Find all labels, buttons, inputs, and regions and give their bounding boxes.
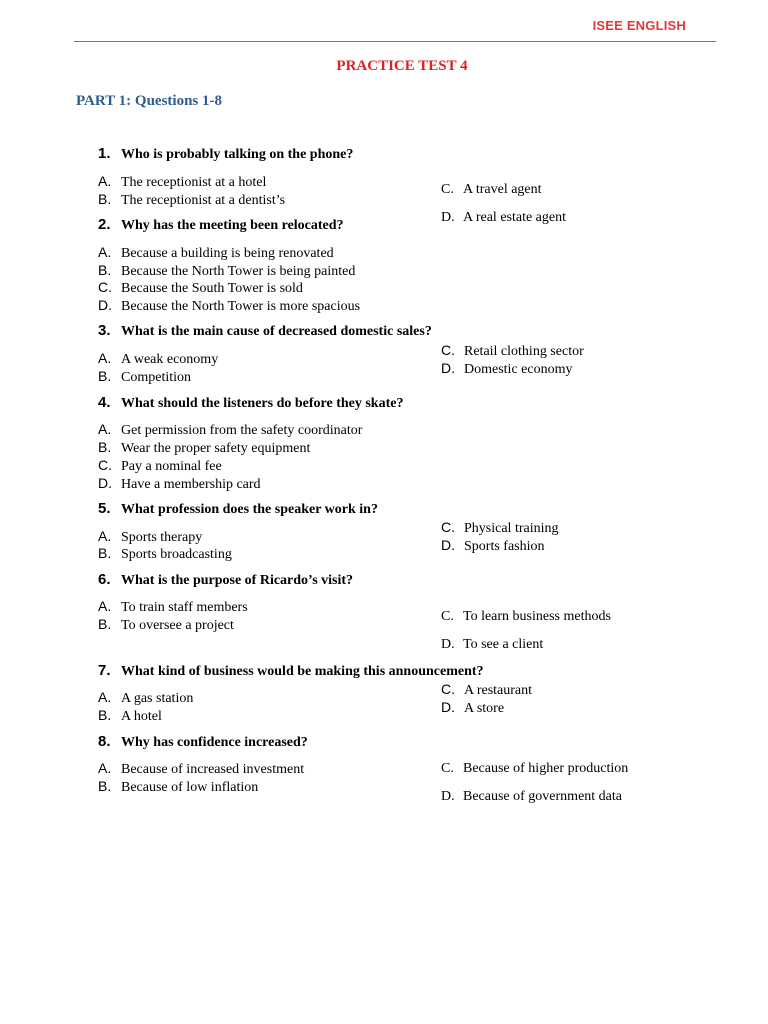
option-7d: D. A store	[441, 699, 505, 716]
question-number: 8.	[98, 733, 111, 750]
option-2d: D. Because the North Tower is more spacious	[98, 297, 361, 314]
option-5a: A. Sports therapy	[98, 528, 203, 545]
question-6	[98, 571, 353, 589]
question-3	[98, 322, 432, 340]
option-5d: D. Sports fashion	[441, 537, 545, 554]
part-heading: PART 1: Questions 1-8	[76, 93, 223, 109]
option-8d: D. Because of government data	[441, 789, 622, 804]
question-number: 1.	[98, 145, 111, 162]
option-8c: C. Because of higher production	[441, 761, 629, 776]
question-2	[98, 216, 344, 234]
question-number: 7.	[98, 662, 111, 679]
option-2b: B. Because the North Tower is being painted	[98, 262, 356, 279]
option-1a: A. The receptionist at a hotel	[98, 173, 267, 190]
header-divider	[74, 41, 716, 42]
option-6a: A. To train staff members	[98, 598, 248, 615]
question-text: Why has confidence increased?	[121, 735, 308, 750]
option-6c: C. To learn business methods	[441, 609, 611, 624]
option-7a: A. A gas station	[98, 689, 194, 706]
option-4d: D. Have a membership card	[98, 475, 261, 492]
question-number: 6.	[98, 571, 111, 588]
question-text: What is the main cause of decreased domestic sales?	[121, 324, 432, 339]
question-text: What profession does the speaker work in?	[121, 502, 378, 517]
question-7	[98, 662, 484, 680]
option-4a: A. Get permission from the safety coordinator	[98, 421, 363, 438]
option-5c: C. Physical training	[441, 519, 559, 536]
question-8	[98, 733, 308, 751]
question-number: 4.	[98, 394, 111, 411]
question-number: 2.	[98, 216, 111, 233]
question-text: Why has the meeting been relocated?	[121, 218, 344, 233]
option-6d: D. To see a client	[441, 637, 544, 652]
question-number: 3.	[98, 322, 111, 339]
option-8a: A. Because of increased investment	[98, 760, 305, 777]
option-3b: B. Competition	[98, 368, 191, 385]
option-8b: B. Because of low inflation	[98, 778, 259, 795]
question-text: What kind of business would be making this announcement?	[121, 664, 484, 679]
option-2a: A. Because a building is being renovated	[98, 244, 334, 261]
option-1b: B. The receptionist at a dentist’s	[98, 191, 286, 208]
option-2c: C. Because the South Tower is sold	[98, 279, 303, 296]
option-5b: B. Sports broadcasting	[98, 545, 232, 562]
question-5	[98, 500, 378, 518]
option-3d: D. Domestic economy	[441, 360, 573, 377]
option-7c: C. A restaurant	[441, 681, 533, 698]
option-4b: B. Wear the proper safety equipment	[98, 439, 311, 456]
option-1c: C. A travel agent	[441, 182, 542, 197]
question-text: Who is probably talking on the phone?	[121, 147, 354, 162]
question-1	[98, 145, 353, 163]
option-3a: A. A weak economy	[98, 350, 219, 367]
option-3c: C. Retail clothing sector	[441, 342, 584, 359]
option-7b: B. A hotel	[98, 707, 162, 724]
question-4	[98, 394, 403, 412]
question-text: What should the listeners do before they skate?	[121, 396, 404, 411]
option-4c: C. Pay a nominal fee	[98, 457, 222, 474]
header-brand: ISEE ENGLISH	[592, 18, 686, 33]
option-1d: D. A real estate agent	[441, 210, 567, 225]
question-text: What is the purpose of Ricardo’s visit?	[121, 573, 354, 588]
page-title: PRACTICE TEST 4	[336, 58, 468, 74]
question-number: 5.	[98, 500, 111, 517]
option-6b: B. To oversee a project	[98, 616, 234, 633]
